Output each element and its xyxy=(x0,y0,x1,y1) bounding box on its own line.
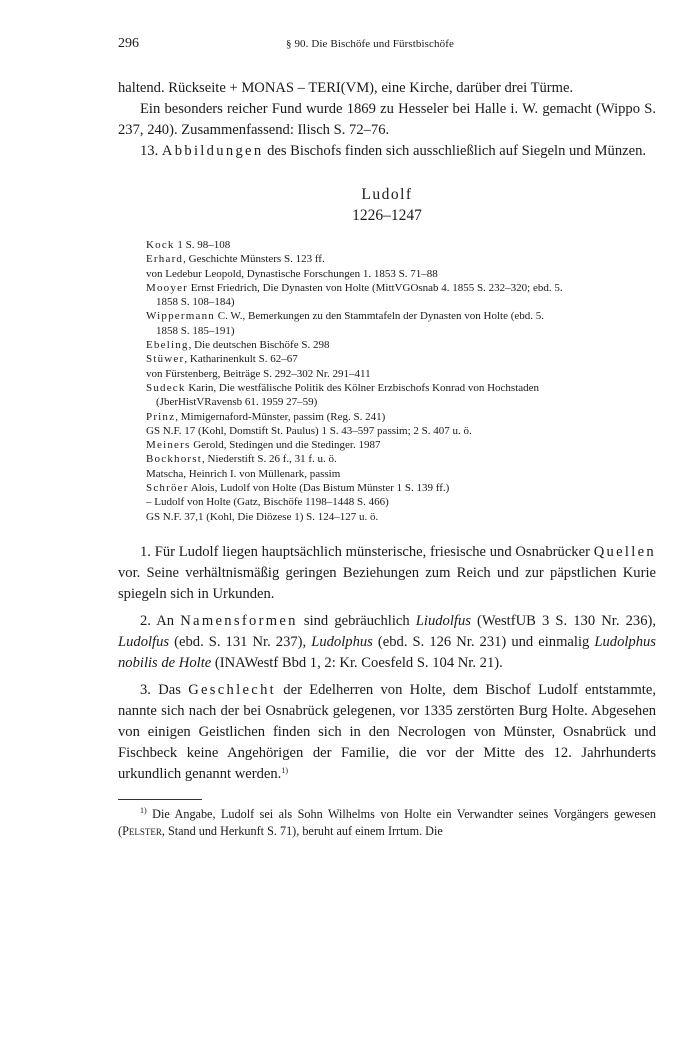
author-name: Meiners xyxy=(146,439,191,452)
bibliography-entry xyxy=(146,410,656,424)
paragraph-names xyxy=(118,611,656,674)
footnote-rule xyxy=(118,799,202,800)
section-title: Ludolf xyxy=(361,186,413,203)
bibliography-entry xyxy=(146,438,656,452)
entry-text: Karin, Die westfälische Politik des Kölner Erzbischofs Konrad von Hochstaden xyxy=(185,381,540,394)
author-name: Prinz xyxy=(146,410,176,423)
para-text: 1. Für Ludolf liegen hauptsächlich münsterische, friesische und Osnabrücker xyxy=(140,543,594,560)
para-text: der Edelherren von Holte, dem Bischof Ludolf entstammte, nannte sich nach der bei Osnabrück gelegenen, vor 1335 zerstörten Burg Holte. Abgesehen von einigen Geistlichen finden sich in den Necrologen von Münster, Osnabrück und Fischbeck keine Angehörigen der Familie, die vor der Mitte des 12. Jahrhunderts urkundlich genannt werden. xyxy=(118,681,656,782)
bibliography-entry xyxy=(146,467,656,481)
entry-text: Ernst Friedrich, Die Dynasten von Holte (MittVGOsnab 4. 1855 S. 232–320; ebd. 5. xyxy=(188,281,563,294)
entry-text: , Die deutschen Bischöfe S. 298 xyxy=(188,339,330,352)
spaced-keyword: Abbildungen xyxy=(161,143,264,159)
paragraph-continuation: haltend. Rückseite + MONAS – TERI(VM), eine Kirche, darüber drei Türme. xyxy=(118,80,574,96)
spaced-keyword: Geschlecht xyxy=(188,681,277,698)
name-form: Liudolfus xyxy=(415,612,471,629)
para-text: (ebd. S. 126 Nr. 231) und einmalig xyxy=(372,633,595,650)
name-form: Ludolphus nobilis de Holte xyxy=(118,633,656,671)
bibliography-entry xyxy=(146,352,656,366)
bibliography-entry-continuation: (JberHistVRavensb 61. 1959 27–59) xyxy=(156,396,318,409)
footnote-ref[interactable]: 1) xyxy=(281,765,288,775)
para-number: 13. xyxy=(140,143,159,159)
entry-text: , Niederstift S. 26 f., 31 f. u. ö. xyxy=(202,453,337,466)
page-number: 296 xyxy=(118,36,139,51)
entry-text: , Mimigernaford-Münster, passim (Reg. S. 241) xyxy=(175,410,386,423)
para-text: (ebd. S. 131 Nr. 237), xyxy=(169,633,312,650)
bibliography-entry xyxy=(146,238,656,252)
author-name: Sudeck xyxy=(146,381,186,394)
bibliography-entry xyxy=(146,381,656,395)
paragraph-sources xyxy=(118,542,656,605)
author-name: Bockhorst xyxy=(146,453,203,466)
footnote-marker: 1) xyxy=(140,805,147,815)
spaced-keyword: Namensformen xyxy=(180,612,298,629)
entry-text: von Ledebur Leopold, Dynastische Forschungen 1. 1853 S. 71–88 xyxy=(146,267,438,280)
entry-text: Matscha, Heinrich I. von Müllenark, passim xyxy=(146,467,341,480)
entry-text: von Fürstenberg, Beiträge S. 292–302 Nr. 291–411 xyxy=(146,367,371,380)
section-years: 1226–1247 xyxy=(352,207,422,224)
footnote-text: Die Angabe, Ludolf sei als Sohn Wilhelms von Holte ein Verwandter seines Vorgängers gewesen (Pelster, Stand und Herkunft S. 71), beruht auf einem Irrtum. Die xyxy=(118,806,656,839)
bibliography-entry xyxy=(146,267,656,281)
author-name: Schröer xyxy=(146,482,189,495)
author-name: Erhard xyxy=(146,253,184,266)
paragraph-13 xyxy=(118,141,656,162)
bibliography-entry-continuation: 1858 S. 185–191) xyxy=(156,324,235,337)
name-form: Ludolphus xyxy=(311,633,373,650)
name-form: Ludolfus xyxy=(118,633,170,650)
bibliography-entry xyxy=(146,495,656,509)
entry-text: , Katharinenkult S. 62–67 xyxy=(184,353,298,366)
bibliography-entry-continuation: 1858 S. 108–184) xyxy=(156,296,235,309)
entry-text: 1 S. 98–108 xyxy=(174,239,231,251)
bibliography-entry xyxy=(146,424,656,438)
paragraph-find: Ein besonders reicher Fund wurde 1869 zu Hesseler bei Halle i. W. gemacht (Wippo S. 237, 240). Zusammenfassend: Ilisch S. 72–76. xyxy=(118,101,656,138)
paragraph-family xyxy=(118,680,656,785)
spaced-keyword: Quellen xyxy=(593,543,656,560)
para-text: 2. An xyxy=(140,612,181,629)
bibliography xyxy=(118,238,656,524)
footnote xyxy=(118,806,656,841)
para-text: sind gebräuchlich xyxy=(297,612,416,629)
bibliography-entry xyxy=(146,510,656,524)
running-head: § 90. Die Bischöfe und Fürstbischöfe xyxy=(286,38,454,50)
bibliography-entry xyxy=(146,309,656,323)
bibliography-entry xyxy=(146,367,656,381)
entry-text: Alois, Ludolf von Holte (Das Bistum Münster 1 S. 139 ff.) xyxy=(188,482,450,495)
author-smallcaps: Pelster xyxy=(122,824,162,839)
author-name: Stüwer xyxy=(146,353,185,366)
author-name: Wippermann xyxy=(146,310,215,323)
entry-text: Gerold, Stedingen und die Stedinger. 1987 xyxy=(190,439,381,452)
document-page xyxy=(118,36,656,841)
page-header xyxy=(118,36,656,58)
para-text: des Bischofs finden sich ausschließlich auf Siegeln und Münzen. xyxy=(263,143,647,159)
bibliography-entry xyxy=(146,252,656,266)
author-name: Mooyer xyxy=(146,281,189,294)
para-text: (WestfUB 3 S. 130 Nr. 236), xyxy=(470,612,656,629)
entry-text: GS N.F. 37,1 (Kohl, Die Diözese 1) S. 124–127 u. ö. xyxy=(146,510,379,523)
author-name: Ebeling xyxy=(146,339,189,352)
para-text: (INAWestf Bbd 1, 2: Kr. Coesfeld S. 104 Nr. 21). xyxy=(211,654,503,671)
entry-text: – Ludolf von Holte (Gatz, Bischöfe 1198–1448 S. 466) xyxy=(146,496,389,509)
bibliography-entry xyxy=(146,281,656,295)
para-text: vor. Seine verhältnismäßig geringen Beziehungen zum Reich und zur päpstlichen Kurie spiegeln sich in Urkunden. xyxy=(118,564,656,602)
entry-text: , Geschichte Münsters S. 123 ff. xyxy=(183,253,325,266)
bibliography-entry xyxy=(146,452,656,466)
author-name: Kock xyxy=(146,239,175,251)
bibliography-entry xyxy=(146,481,656,495)
entry-text: C. W., Bemerkungen zu den Stammtafeln der Dynasten von Holte (ebd. 5. xyxy=(214,310,544,323)
bibliography-entry xyxy=(146,338,656,352)
para-text: 3. Das xyxy=(140,681,189,698)
entry-text: GS N.F. 17 (Kohl, Domstift St. Paulus) 1 S. 43–597 passim; 2 S. 407 u. ö. xyxy=(146,424,472,437)
